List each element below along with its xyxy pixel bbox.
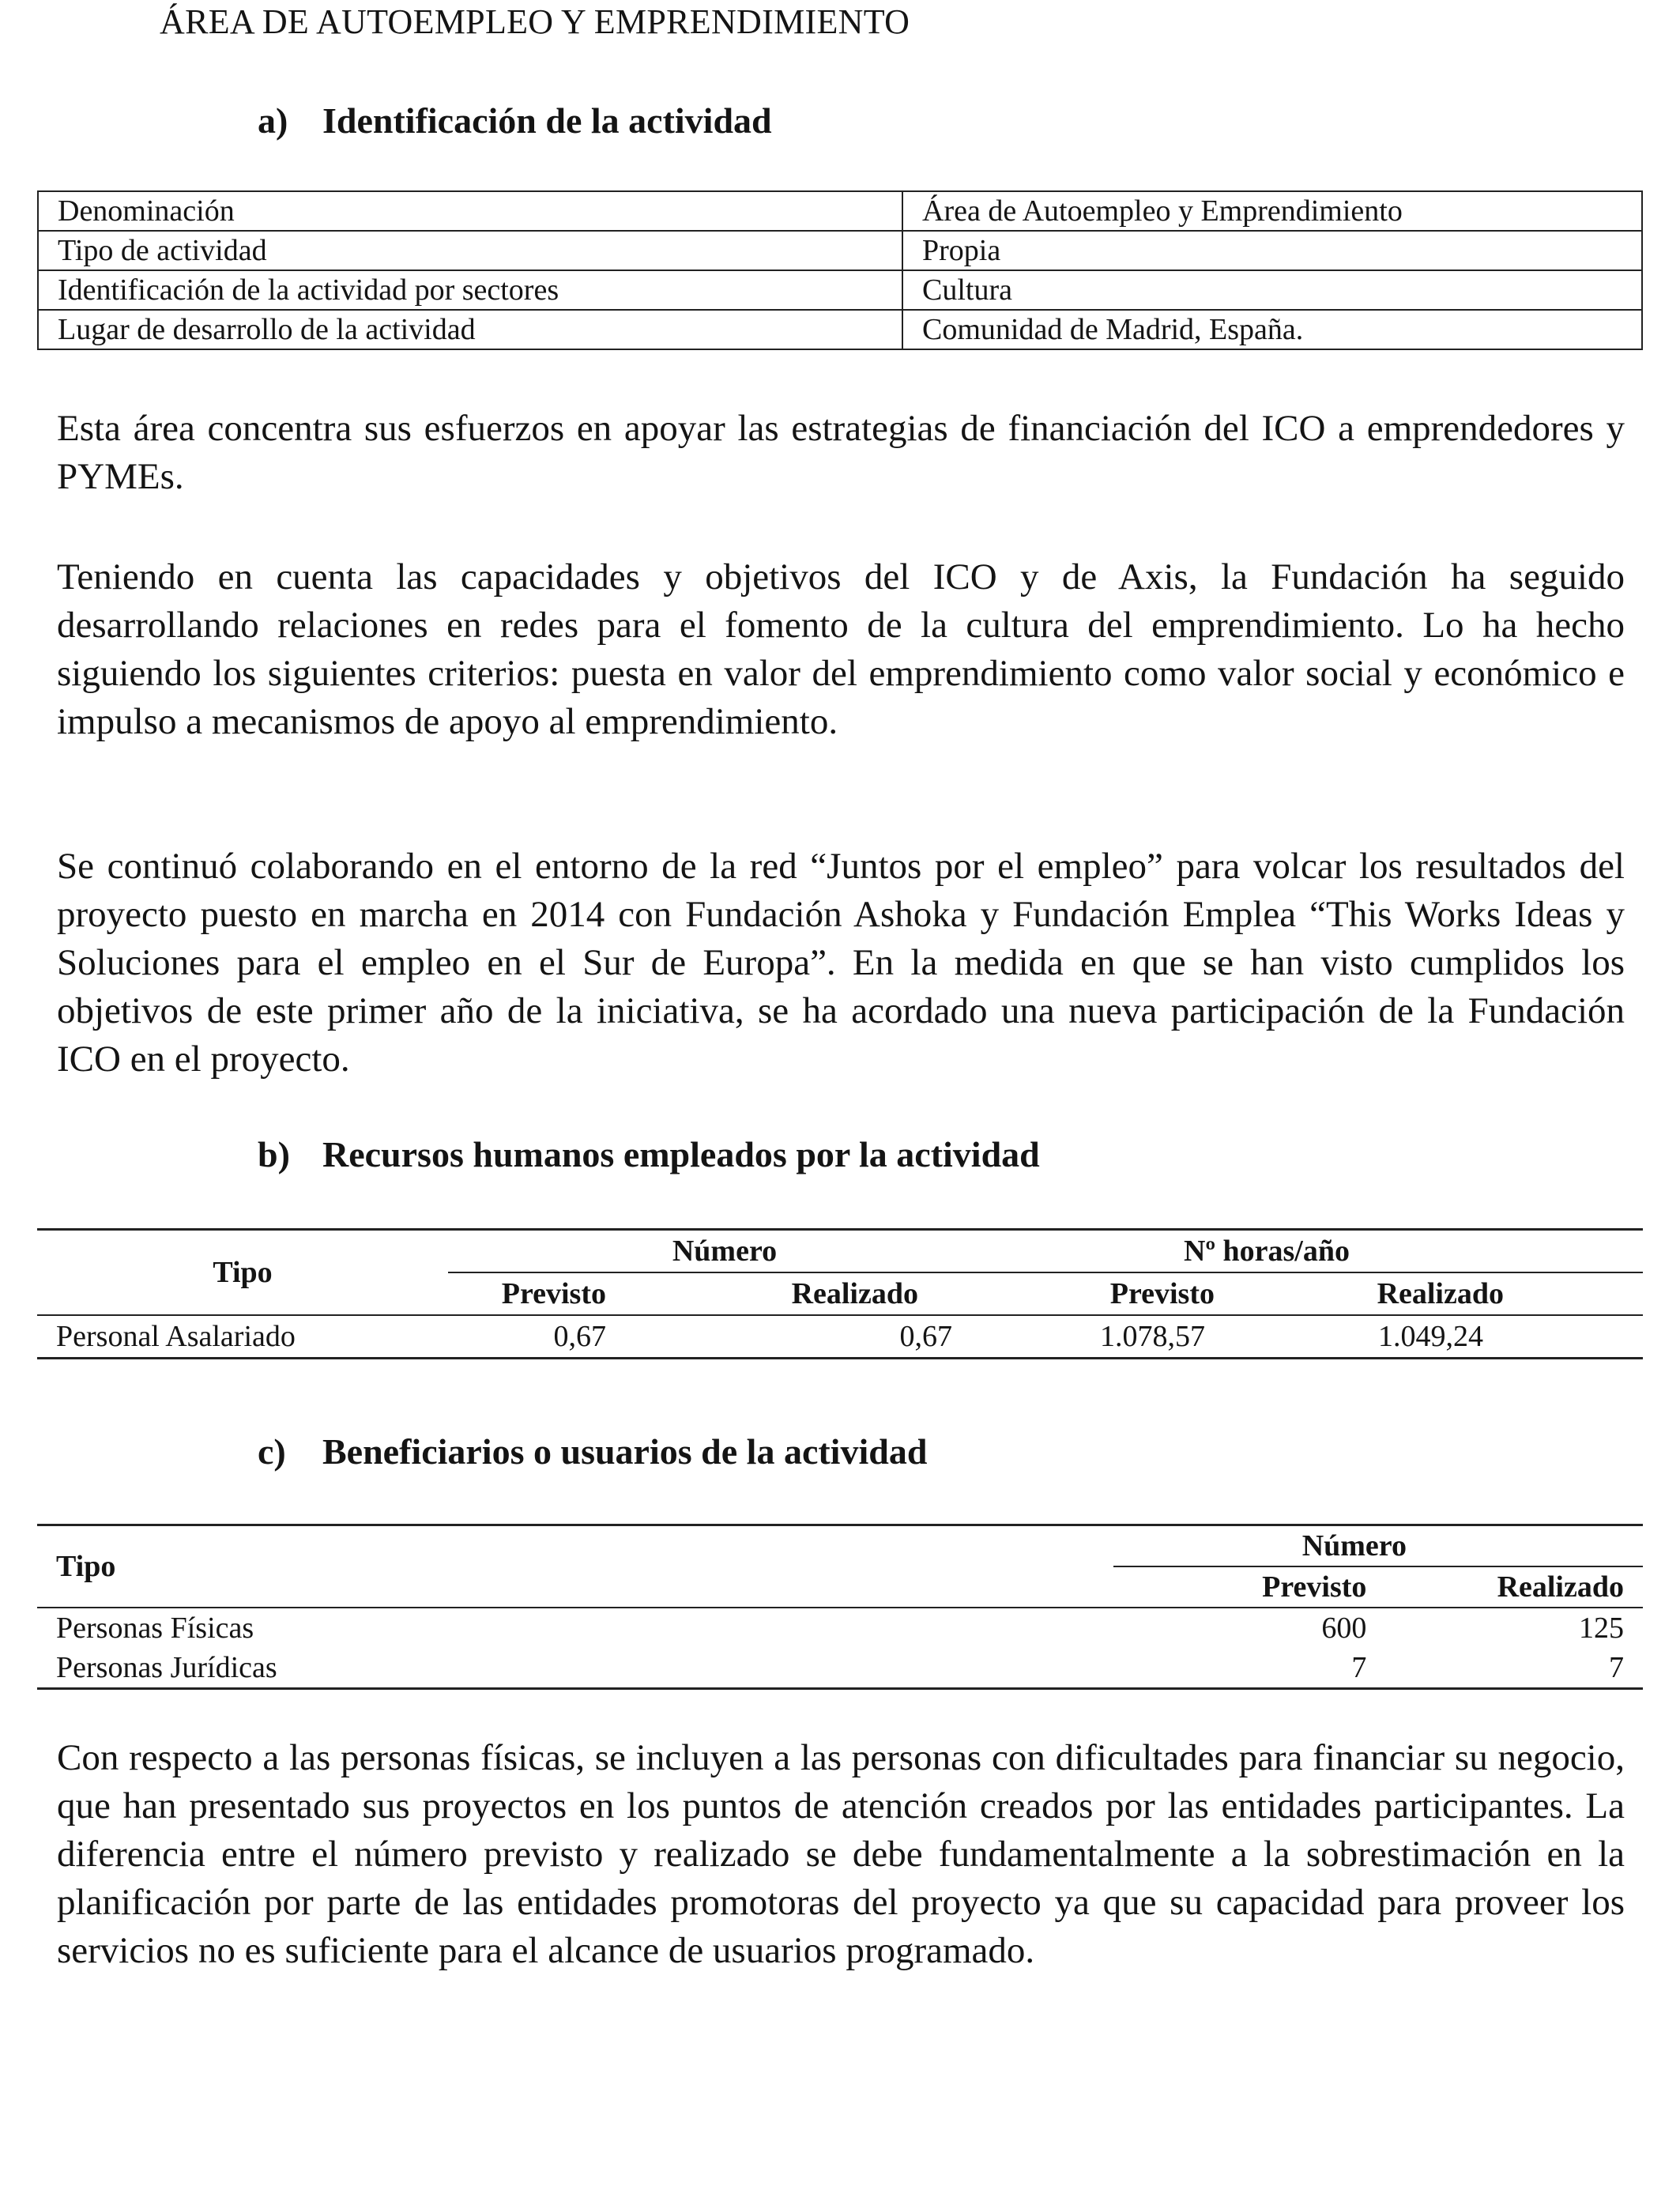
ident-value-tipo: Propia <box>902 231 1642 270</box>
section-heading-b <box>258 1133 1040 1175</box>
ben-header-tipo: Tipo <box>37 1525 1113 1608</box>
ident-label-tipo: Tipo de actividad <box>38 231 902 270</box>
table-row <box>37 1315 1643 1359</box>
ident-value-lugar: Comunidad de Madrid, España. <box>902 310 1642 349</box>
ben-subheader-previsto: Previsto <box>1262 1570 1367 1604</box>
hr-numero-realizado: 0,67 <box>606 1315 954 1359</box>
paragraph-intro: Esta área concentra sus esfuerzos en apoyar las estrategias de financiación del ICO a emprendedores y PYMEs. <box>57 408 1625 497</box>
table-header-row <box>37 1525 1643 1567</box>
table-row <box>38 191 1642 231</box>
ident-label-lugar: Lugar de desarrollo de la actividad <box>38 310 902 349</box>
table-row <box>37 1648 1643 1689</box>
hr-header-horas: Nº horas/año <box>954 1230 1643 1273</box>
ident-value-sectores: Cultura <box>902 270 1642 310</box>
ben-row-label-fisicas: Personas Físicas <box>37 1608 1113 1648</box>
section-title-b: Recursos humanos empleados por la actividad <box>322 1134 1040 1174</box>
paragraph-criteria: Teniendo en cuenta las capacidades y objetivos del ICO y de Axis, la Fundación ha seguido desarrollando relaciones en redes para el fomento de la cultura del emprendimiento. Lo ha hecho siguiendo los siguientes criterios: puesta en valor del emprendimiento como valor social y económico e impulso a mecanismos de apoyo al emprendimiento. <box>57 556 1625 742</box>
hr-row-label: Personal Asalariado <box>37 1315 448 1359</box>
hr-subheader-numero-realizado: Realizado <box>791 1277 918 1310</box>
paragraph-network: Se continuó colaborando en el entorno de la red “Juntos por el empleo” para volcar los resultados del proyecto puesto en marcha en 2014 con Fundación Ashoka y Fundación Emplea “This Works Ideas y Soluciones para el empleo en el Sur de Europa”. En la medida en que se han visto cumplidos los objetivos de este primer año de la iniciativa, se ha acordado una nueva participación de la Fundación ICO en el proyecto. <box>57 846 1625 1080</box>
hr-subheader-numero-previsto: Previsto <box>501 1277 606 1310</box>
table-row <box>38 270 1642 310</box>
hr-numero-previsto: 0,67 <box>448 1315 606 1359</box>
identification-table <box>37 190 1643 350</box>
hr-subheader-horas-realizado: Realizado <box>1377 1277 1504 1310</box>
table-header-row <box>37 1230 1643 1273</box>
section-letter-a: a) <box>258 100 288 141</box>
section-letter-c: c) <box>258 1431 286 1472</box>
beneficiaries-table <box>37 1524 1643 1690</box>
section-letter-b: b) <box>258 1134 290 1174</box>
ben-fisicas-realizado: 125 <box>1385 1608 1643 1648</box>
ben-juridicas-previsto: 7 <box>1113 1648 1386 1689</box>
ben-row-label-juridicas: Personas Jurídicas <box>37 1648 1113 1689</box>
table-row <box>38 310 1642 349</box>
hr-horas-previsto: 1.078,57 <box>954 1315 1215 1359</box>
paragraph-beneficiaries-note: Con respecto a las personas físicas, se incluyen a las personas con dificultades para financiar su negocio, que han presentado sus proyectos en los puntos de atención creados por las entidades participantes. La diferencia entre el número previsto y realizado se debe fundamentalmente a la sobrestimación en la planificación por parte de las entidades promotoras del proyecto ya que su capacidad para proveer los servicios no es suficiente para el alcance de usuarios programado. <box>57 1737 1625 1971</box>
hr-header-numero: Número <box>448 1230 954 1273</box>
table-row <box>38 231 1642 270</box>
hr-subheader-horas-previsto: Previsto <box>1109 1277 1215 1310</box>
ben-fisicas-previsto: 600 <box>1113 1608 1386 1648</box>
ben-header-numero: Número <box>1113 1525 1643 1567</box>
ben-subheader-realizado: Realizado <box>1497 1570 1624 1604</box>
section-title-c: Beneficiarios o usuarios de la actividad <box>322 1431 928 1472</box>
ben-juridicas-realizado: 7 <box>1385 1648 1643 1689</box>
section-heading-c <box>258 1431 927 1472</box>
table-row <box>37 1608 1643 1648</box>
section-title-a: Identificación de la actividad <box>322 100 772 141</box>
hr-header-tipo: Tipo <box>37 1230 448 1316</box>
hr-horas-realizado: 1.049,24 <box>1215 1315 1643 1359</box>
ident-label-sectores: Identificación de la actividad por sectores <box>38 270 902 310</box>
human-resources-table <box>37 1228 1643 1359</box>
ident-value-denominacion: Área de Autoempleo y Emprendimiento <box>902 191 1642 231</box>
section-heading-a <box>258 100 772 141</box>
ident-label-denominacion: Denominación <box>38 191 902 231</box>
page-title: ÁREA DE AUTOEMPLEO Y EMPRENDIMIENTO <box>160 2 910 41</box>
